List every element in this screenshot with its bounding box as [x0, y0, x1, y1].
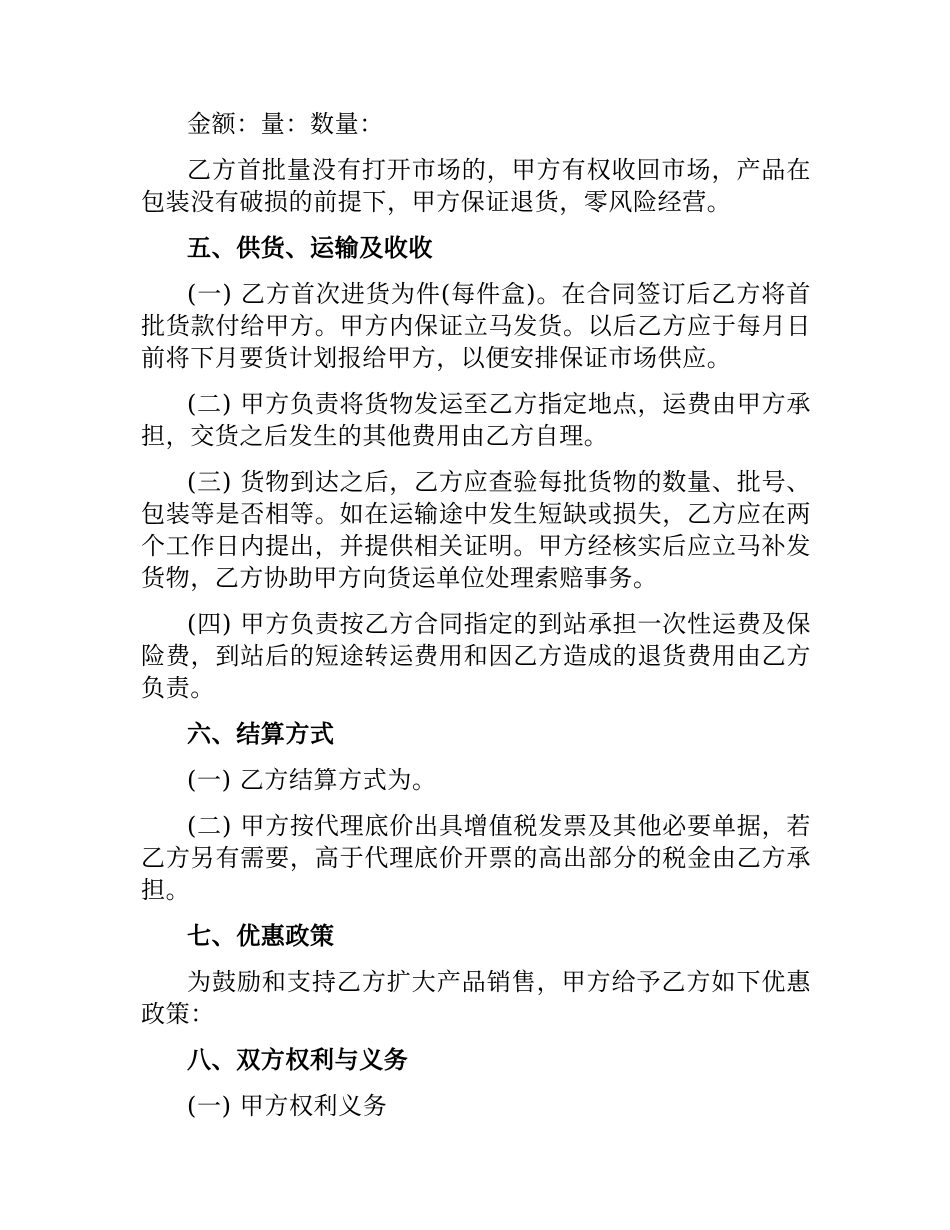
paragraph-supply-3: (三) 货物到达之后，乙方应查验每批货物的数量、批号、包装等是否相等。如在运输途中发生短缺或损失，乙方应在两个工作日内提出，并提供相关证明。甲方经核实后应立马补发货物，乙方协助甲方向货运单位处理索赔事务。	[141, 468, 811, 592]
heading-supply-transport: 五、供货、运输及收收	[187, 233, 433, 262]
paragraph-first-batch-return: 乙方首批量没有打开市场的，甲方有权收回市场，产品在包装没有破损的前提下，甲方保证退货，零风险经营。	[141, 156, 811, 216]
heading-settlement: 六、结算方式	[187, 719, 335, 748]
paragraph-supply-4: (四) 甲方负责按乙方合同指定的到站承担一次性运费及保险费，到站后的短途转运费用和因乙方造成的退货费用由乙方负责。	[141, 610, 811, 702]
paragraph-settlement-2: (二) 甲方按代理底价出具增值税发票及其他必要单据，若乙方另有需要，高于代理底价开票的高出部分的税金由乙方承担。	[141, 812, 811, 904]
paragraph-preferential-policy: 为鼓励和支持乙方扩大产品销售，甲方给予乙方如下优惠政策：	[141, 968, 811, 1028]
paragraph-supply-1: (一) 乙方首次进货为件(每件盒)。在合同签订后乙方将首批货款付给甲方。甲方内保证立马发货。以后乙方应于每月日前将下月要货计划报给甲方，以便安排保证市场供应。	[141, 280, 811, 372]
document-page	[141, 108, 811, 1136]
heading-preferential-policy: 七、优惠政策	[187, 921, 335, 950]
paragraph-supply-2: (二) 甲方负责将货物发运至乙方指定地点，运费由甲方承担，交货之后发生的其他费用由乙方自理。	[141, 390, 811, 450]
paragraph-amount-quantity: 金额：量：数量：	[187, 110, 384, 138]
heading-rights-obligations: 八、双方权利与义务	[187, 1045, 409, 1074]
paragraph-party-a-rights: (一) 甲方权利义务	[187, 1092, 388, 1120]
paragraph-settlement-1: (一) 乙方结算方式为。	[187, 766, 437, 794]
